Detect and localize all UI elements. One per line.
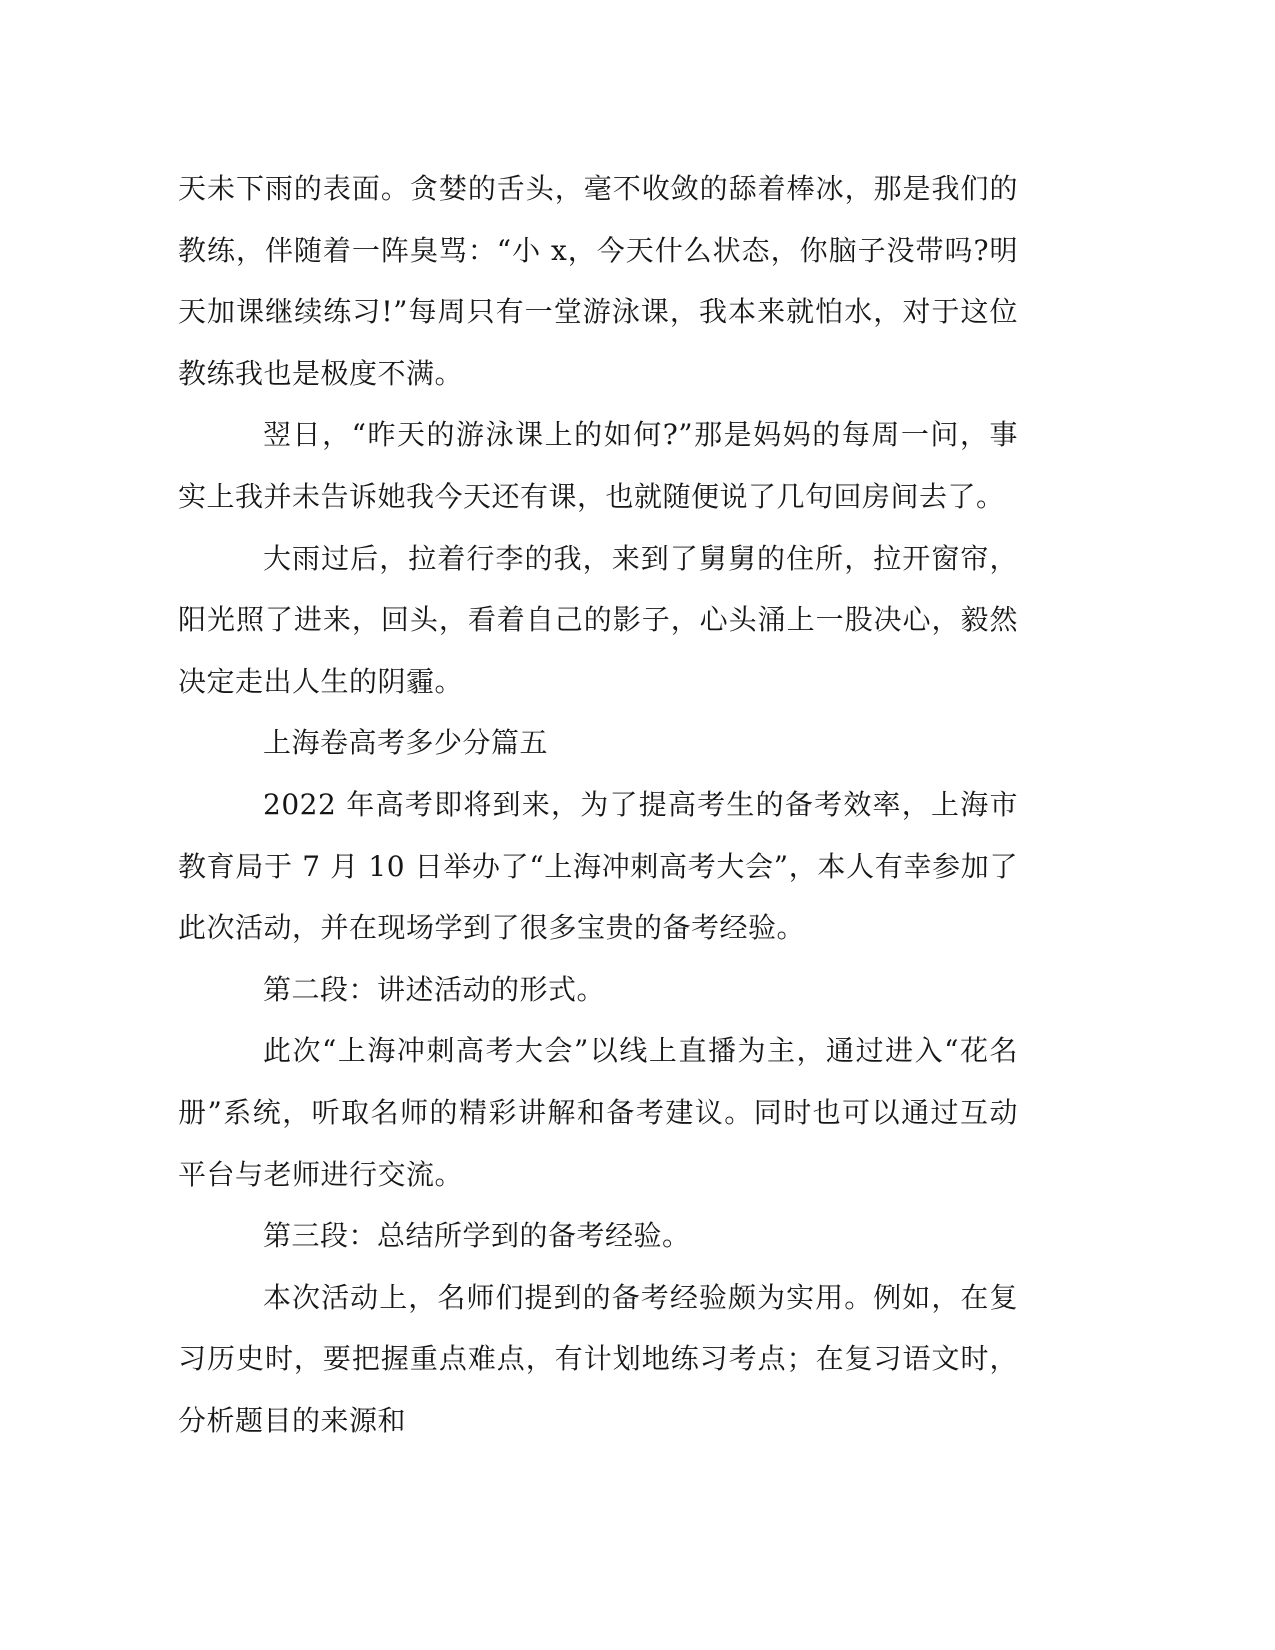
paragraph: 翌日，“昨天的游泳课上的如何?”那是妈妈的每周一问，事实上我并未告诉她我今天还有课，也就随便说了几句回房间去了。 [178, 418, 1018, 513]
paragraph: 上海卷高考多少分篇五 [263, 726, 549, 760]
paragraph: 第二段：讲述活动的形式。 [263, 972, 606, 1006]
paragraph: 第三段：总结所学到的备考经验。 [263, 1219, 691, 1253]
paragraph: 本次活动上，名师们提到的备考经验颇为实用。例如，在复习历史时，要把握重点难点，有计划地练习考点；在复习语文时，分析题目的来源和 [178, 1280, 1018, 1437]
paragraph: 2022 年高考即将到来，为了提高考生的备考效率，上海市教育局于 7 月 10 日举办了“上海冲刺高考大会”，本人有幸参加了此次活动，并在现场学到了很多宝贵的备考经验。 [178, 787, 1018, 945]
paragraph: 此次“上海冲刺高考大会”以线上直播为主，通过进入“花名册”系统，听取名师的精彩讲解和备考建议。同时也可以通过互动平台与老师进行交流。 [178, 1034, 1018, 1191]
paragraph: 天未下雨的表面。贪婪的舌头，毫不收敛的舔着棒冰，那是我们的教练，伴随着一阵臭骂：“小 x，今天什么状态，你脑子没带吗?明天加课继续练习!”每周只有一堂游泳课，我本来就怕水，对于这位教练我也是极度不满。 [178, 172, 1018, 390]
document-content [178, 158, 1018, 1451]
paragraph: 大雨过后，拉着行李的我，来到了舅舅的住所，拉开窗帘，阳光照了进来，回头，看着自己的影子，心头涌上一股决心，毅然决定走出人生的阴霾。 [178, 541, 1018, 698]
